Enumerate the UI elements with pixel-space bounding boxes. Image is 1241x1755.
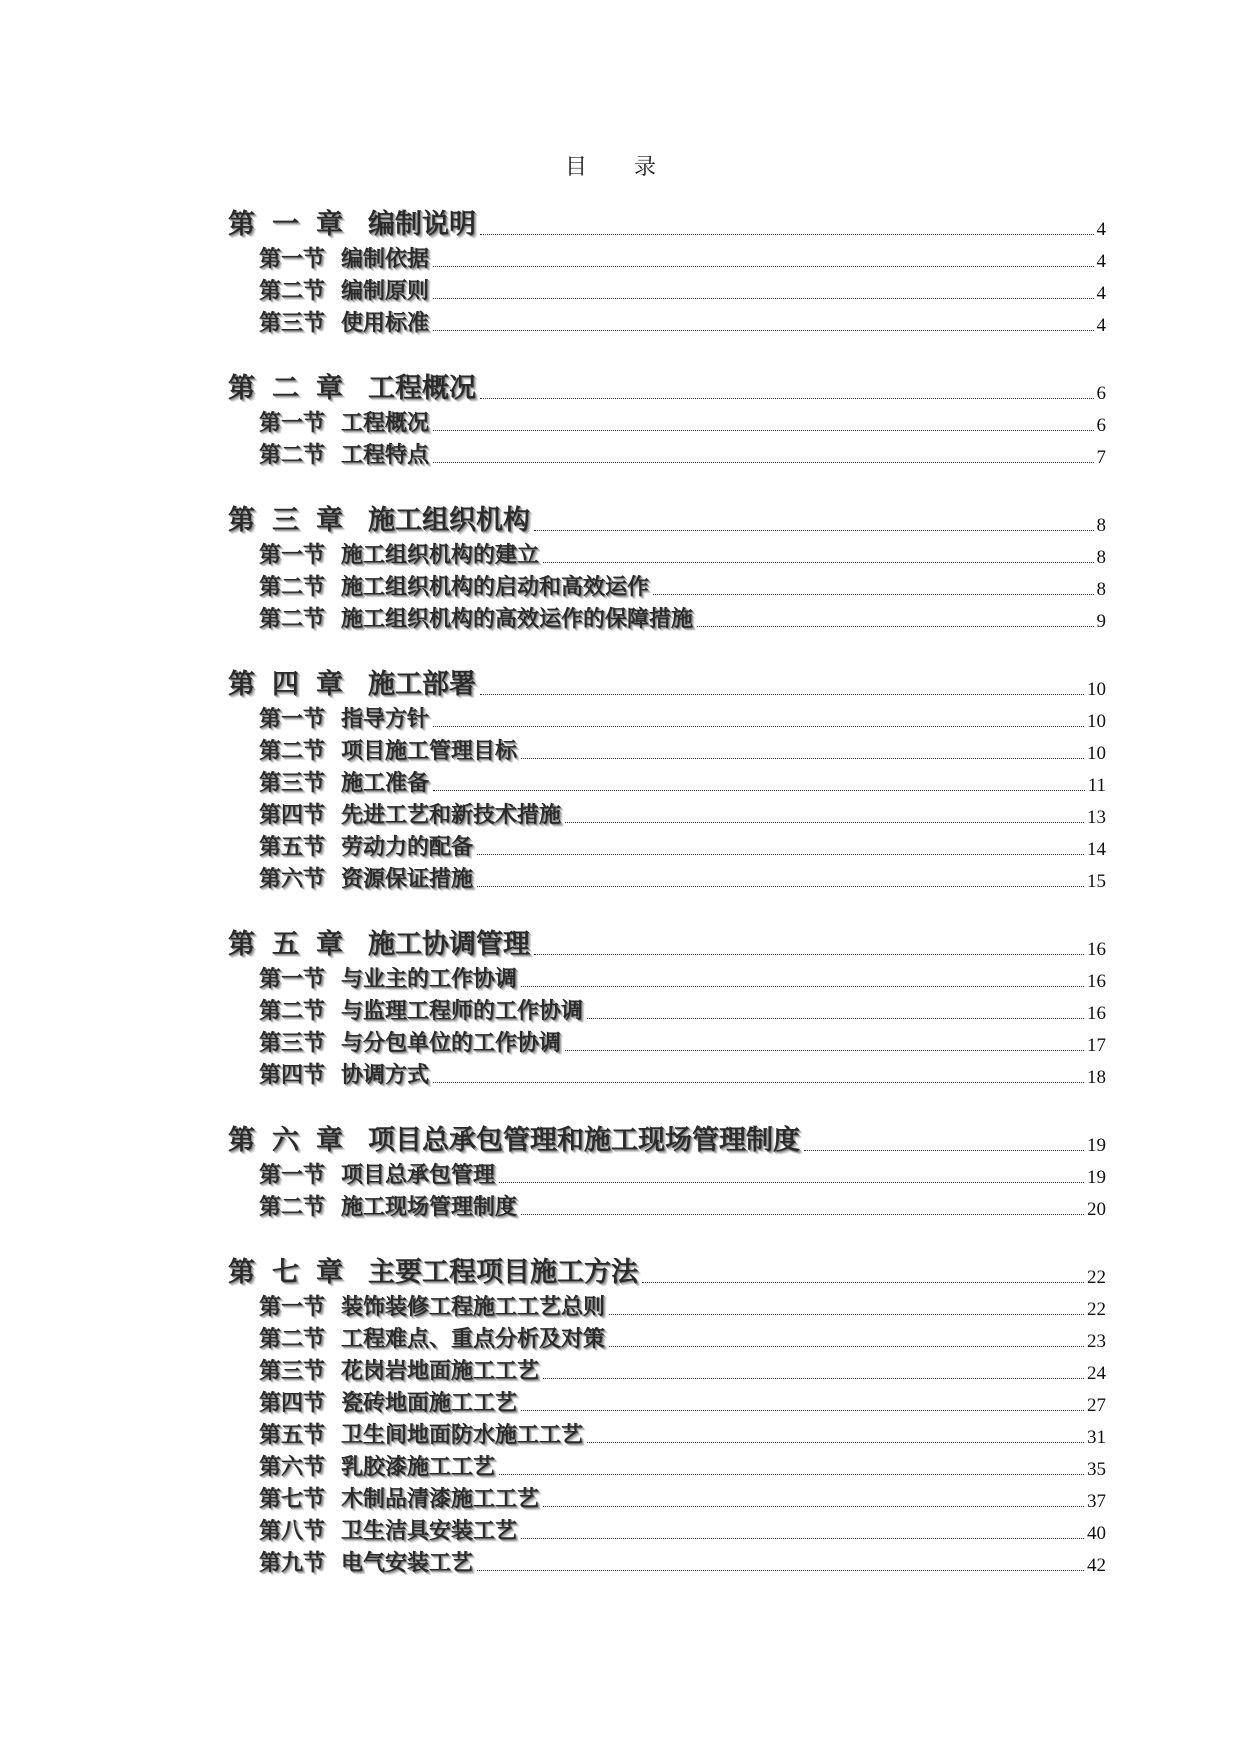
chapter-number-char: 章 <box>316 929 343 960</box>
chapter-number <box>228 662 368 701</box>
toc-chapter-entry[interactable] <box>228 193 1106 241</box>
section-title: 工程特点 <box>341 442 430 468</box>
toc-section-entry[interactable] <box>228 797 1106 829</box>
toc-chapter-entry[interactable] <box>228 357 1106 405</box>
chapter-title: 施工部署 <box>368 669 476 700</box>
section-page-number: 7 <box>1096 447 1106 468</box>
section-page-number: 9 <box>1096 611 1106 632</box>
section-number: 第一节 <box>259 706 326 732</box>
dot-leader <box>433 1082 1084 1083</box>
toc-section-entry[interactable] <box>228 273 1106 305</box>
section-number: 第二节 <box>259 1326 326 1352</box>
toc-section-entry[interactable] <box>228 241 1106 273</box>
chapter-number-char: 五 <box>272 929 299 960</box>
section-label <box>259 1026 561 1057</box>
section-label <box>259 274 429 305</box>
chapter-title: 编制说明 <box>368 209 476 240</box>
section-title: 与分包单位的工作协调 <box>341 1030 562 1056</box>
section-number: 第九节 <box>259 1550 326 1576</box>
chapter-page-number: 19 <box>1087 1135 1106 1156</box>
dot-leader <box>477 854 1084 855</box>
chapter-title: 施工协调管理 <box>368 929 530 960</box>
section-number: 第六节 <box>259 1454 326 1480</box>
dot-leader <box>480 234 1094 235</box>
chapter-page-number: 10 <box>1087 679 1106 700</box>
section-page-number: 35 <box>1087 1459 1106 1480</box>
section-page-number: 16 <box>1087 971 1106 992</box>
chapter-title: 主要工程项目施工方法 <box>368 1257 638 1288</box>
toc-section-entry[interactable] <box>228 1289 1106 1321</box>
section-title: 编制依据 <box>341 246 430 272</box>
section-title: 项目总承包管理 <box>341 1162 496 1188</box>
toc-section-entry[interactable] <box>228 305 1106 337</box>
section-label <box>259 702 429 733</box>
section-number: 第三节 <box>259 1030 326 1056</box>
toc-section-entry[interactable] <box>228 601 1106 633</box>
section-label <box>259 538 539 569</box>
section-title: 施工组织机构的高效运作的保障措施 <box>341 606 694 632</box>
section-page-number: 40 <box>1087 1523 1106 1544</box>
section-title: 装饰装修工程施工工艺总则 <box>341 1294 606 1320</box>
section-number: 第五节 <box>259 1422 326 1448</box>
section-number: 第四节 <box>259 1390 326 1416</box>
section-number: 第六节 <box>259 866 326 892</box>
chapter-number-char: 二 <box>272 373 299 404</box>
chapter-number-char: 第 <box>228 505 255 536</box>
dot-leader <box>534 530 1094 531</box>
section-page-number: 37 <box>1087 1491 1106 1512</box>
chapter-number <box>228 202 368 241</box>
section-label <box>259 962 517 993</box>
section-page-number: 16 <box>1087 1003 1106 1024</box>
section-title: 花岗岩地面施工工艺 <box>341 1358 540 1384</box>
section-number: 第一节 <box>259 542 326 568</box>
section-label <box>259 1322 605 1353</box>
chapter-title: 施工组织机构 <box>368 505 530 536</box>
dot-leader <box>521 1410 1084 1411</box>
section-label <box>259 994 583 1025</box>
toc-section-entry[interactable] <box>228 829 1106 861</box>
section-label <box>259 1482 539 1513</box>
chapter-number-char: 六 <box>272 1125 299 1156</box>
section-page-number: 11 <box>1087 775 1106 796</box>
section-number: 第一节 <box>259 246 326 272</box>
section-number: 第五节 <box>259 834 326 860</box>
dot-leader <box>642 1282 1084 1283</box>
chapter-number-char: 七 <box>272 1257 299 1288</box>
chapter-number-char: 一 <box>272 209 299 240</box>
section-label <box>259 1290 605 1321</box>
chapter-page-number: 4 <box>1096 219 1106 240</box>
toc-section-entry[interactable] <box>228 1353 1106 1385</box>
chapter-number <box>228 922 368 961</box>
section-page-number: 18 <box>1087 1067 1106 1088</box>
toc-section-entry[interactable] <box>228 1025 1106 1057</box>
dot-leader <box>534 954 1084 955</box>
section-title: 卫生间地面防水施工工艺 <box>341 1422 584 1448</box>
dot-leader <box>543 562 1093 563</box>
chapter-number-char: 第 <box>228 669 255 700</box>
section-number: 第二节 <box>259 606 326 632</box>
chapter-label <box>228 366 476 405</box>
chapter-number-char: 章 <box>316 373 343 404</box>
section-page-number: 27 <box>1087 1395 1106 1416</box>
section-title: 施工现场管理制度 <box>341 1194 518 1220</box>
chapter-number-char: 第 <box>228 1257 255 1288</box>
section-page-number: 15 <box>1087 871 1106 892</box>
section-title: 施工组织机构的建立 <box>341 542 540 568</box>
section-number: 第二节 <box>259 1194 326 1220</box>
section-number: 第二节 <box>259 442 326 468</box>
chapter-page-number: 8 <box>1096 515 1106 536</box>
chapter-page-number: 16 <box>1087 939 1106 960</box>
section-page-number: 23 <box>1087 1331 1106 1352</box>
section-number: 第一节 <box>259 966 326 992</box>
toc-section-entry[interactable] <box>228 701 1106 733</box>
toc-section-entry[interactable] <box>228 1385 1106 1417</box>
chapter-number-char: 第 <box>228 209 255 240</box>
toc-section-entry[interactable] <box>228 1189 1106 1221</box>
toc-section-entry[interactable] <box>228 961 1106 993</box>
section-page-number: 19 <box>1087 1167 1106 1188</box>
dot-leader <box>804 1150 1084 1151</box>
chapter-number-char: 第 <box>228 373 255 404</box>
chapter-page-number: 6 <box>1096 383 1106 404</box>
toc-section-entry[interactable] <box>228 1449 1106 1481</box>
dot-leader <box>433 298 1093 299</box>
section-page-number: 8 <box>1096 547 1106 568</box>
dot-leader <box>480 398 1094 399</box>
section-label <box>259 406 429 437</box>
dot-leader <box>543 1506 1084 1507</box>
toc-section-entry[interactable] <box>228 405 1106 437</box>
section-number: 第一节 <box>259 1294 326 1320</box>
section-title: 瓷砖地面施工工艺 <box>341 1390 518 1416</box>
dot-leader <box>653 594 1093 595</box>
section-page-number: 20 <box>1087 1199 1106 1220</box>
section-title: 与业主的工作协调 <box>341 966 518 992</box>
toc-section-entry[interactable] <box>228 993 1106 1025</box>
dot-leader <box>521 1214 1084 1215</box>
section-label <box>259 242 429 273</box>
toc-section-entry[interactable] <box>228 537 1106 569</box>
dot-leader <box>433 266 1093 267</box>
chapter-gap <box>228 469 1106 483</box>
section-label <box>259 830 473 861</box>
section-number: 第三节 <box>259 1358 326 1384</box>
toc-section-entry[interactable] <box>228 733 1106 765</box>
chapter-label <box>228 1250 638 1289</box>
toc-section-entry[interactable] <box>228 1481 1106 1513</box>
chapter-number-char: 章 <box>316 505 343 536</box>
section-page-number: 4 <box>1096 283 1106 304</box>
section-page-number: 10 <box>1087 743 1106 764</box>
toc-section-entry[interactable] <box>228 1545 1106 1577</box>
chapter-number-char: 第 <box>228 1125 255 1156</box>
toc-section-entry[interactable] <box>228 437 1106 469</box>
section-number: 第四节 <box>259 1062 326 1088</box>
section-page-number: 24 <box>1087 1363 1106 1384</box>
section-page-number: 42 <box>1087 1555 1106 1576</box>
section-title: 协调方式 <box>341 1062 430 1088</box>
section-page-number: 14 <box>1087 839 1106 860</box>
dot-leader <box>477 1570 1084 1571</box>
section-label <box>259 1158 495 1189</box>
chapter-title: 项目总承包管理和施工现场管理制度 <box>368 1125 800 1156</box>
section-title: 先进工艺和新技术措施 <box>341 802 562 828</box>
section-number: 第三节 <box>259 310 326 336</box>
dot-leader <box>499 1474 1084 1475</box>
chapter-label <box>228 922 530 961</box>
chapter-label <box>228 498 530 537</box>
toc-section-entry[interactable] <box>228 765 1106 797</box>
section-label <box>259 862 473 893</box>
chapter-number <box>228 1250 368 1289</box>
dot-leader <box>433 462 1093 463</box>
section-label <box>259 1546 473 1577</box>
section-number: 第四节 <box>259 802 326 828</box>
toc-chapter-entry[interactable] <box>228 913 1106 961</box>
section-number: 第一节 <box>259 410 326 436</box>
chapter-number-char: 章 <box>316 669 343 700</box>
section-label <box>259 1514 517 1545</box>
dot-leader <box>543 1378 1084 1379</box>
section-label <box>259 306 429 337</box>
section-number: 第二节 <box>259 574 326 600</box>
section-page-number: 17 <box>1087 1035 1106 1056</box>
chapter-number-char: 章 <box>316 209 343 240</box>
dot-leader <box>609 1314 1084 1315</box>
chapter-label <box>228 202 476 241</box>
section-label <box>259 1354 539 1385</box>
section-number: 第三节 <box>259 770 326 796</box>
toc-section-entry[interactable] <box>228 1417 1106 1449</box>
section-page-number: 6 <box>1096 415 1106 436</box>
section-label <box>259 438 429 469</box>
toc-section-entry[interactable] <box>228 1513 1106 1545</box>
dot-leader <box>587 1442 1084 1443</box>
chapter-number <box>228 1118 368 1157</box>
chapter-number <box>228 366 368 405</box>
section-label <box>259 602 693 633</box>
section-label <box>259 734 517 765</box>
section-page-number: 31 <box>1087 1427 1106 1448</box>
toc-chapter-entry[interactable] <box>228 489 1106 537</box>
section-number: 第七节 <box>259 1486 326 1512</box>
dot-leader <box>565 822 1084 823</box>
section-title: 工程概况 <box>341 410 430 436</box>
section-label <box>259 1190 517 1221</box>
section-title: 木制品清漆施工工艺 <box>341 1486 540 1512</box>
section-label <box>259 1386 517 1417</box>
toc-section-entry[interactable] <box>228 1321 1106 1353</box>
section-title: 编制原则 <box>341 278 430 304</box>
dot-leader <box>433 726 1084 727</box>
toc-chapter-entry[interactable] <box>228 1241 1106 1289</box>
dot-leader <box>565 1050 1084 1051</box>
page-title: 目 录 <box>565 155 676 180</box>
chapter-number-char: 三 <box>272 505 299 536</box>
chapter-number-char: 章 <box>316 1125 343 1156</box>
section-page-number: 8 <box>1096 579 1106 600</box>
toc-section-entry[interactable] <box>228 861 1106 893</box>
dot-leader <box>697 626 1093 627</box>
section-title: 使用标准 <box>341 310 430 336</box>
section-page-number: 4 <box>1096 315 1106 336</box>
chapter-number-char: 四 <box>272 669 299 700</box>
dot-leader <box>521 986 1084 987</box>
chapter-number-char: 第 <box>228 929 255 960</box>
section-title: 卫生洁具安装工艺 <box>341 1518 518 1544</box>
chapter-gap <box>228 893 1106 907</box>
section-title: 施工准备 <box>341 770 430 796</box>
section-page-number: 10 <box>1087 711 1106 732</box>
section-label <box>259 798 561 829</box>
dot-leader <box>433 330 1093 331</box>
section-title: 劳动力的配备 <box>341 834 474 860</box>
section-label <box>259 570 649 601</box>
dot-leader <box>499 1182 1084 1183</box>
section-number: 第一节 <box>259 1162 326 1188</box>
section-page-number: 22 <box>1087 1299 1106 1320</box>
toc-chapter-entry[interactable] <box>228 1109 1106 1157</box>
toc-section-entry[interactable] <box>228 569 1106 601</box>
section-title: 乳胶漆施工工艺 <box>341 1454 496 1480</box>
dot-leader <box>587 1018 1084 1019</box>
section-label <box>259 1450 495 1481</box>
section-title: 工程难点、重点分析及对策 <box>341 1326 606 1352</box>
toc-section-entry[interactable] <box>228 1057 1106 1089</box>
chapter-gap <box>228 633 1106 647</box>
section-title: 与监理工程师的工作协调 <box>341 998 584 1024</box>
dot-leader <box>609 1346 1084 1347</box>
dot-leader <box>433 790 1085 791</box>
section-number: 第二节 <box>259 738 326 764</box>
section-title: 指导方针 <box>341 706 430 732</box>
chapter-number-char: 章 <box>316 1257 343 1288</box>
section-number: 第二节 <box>259 998 326 1024</box>
section-label <box>259 766 429 797</box>
section-title: 项目施工管理目标 <box>341 738 518 764</box>
chapter-page-number: 22 <box>1087 1267 1106 1288</box>
toc-chapter-entry[interactable] <box>228 653 1106 701</box>
section-title: 电气安装工艺 <box>341 1550 474 1576</box>
section-title: 施工组织机构的启动和高效运作 <box>341 574 650 600</box>
dot-leader <box>433 430 1093 431</box>
chapter-title: 工程概况 <box>368 373 476 404</box>
section-number: 第二节 <box>259 278 326 304</box>
section-number: 第八节 <box>259 1518 326 1544</box>
section-page-number: 13 <box>1087 807 1106 828</box>
dot-leader <box>521 1538 1084 1539</box>
section-title: 资源保证措施 <box>341 866 474 892</box>
table-of-contents <box>228 193 1106 1577</box>
chapter-gap <box>228 337 1106 351</box>
chapter-label <box>228 662 476 701</box>
section-page-number: 4 <box>1096 251 1106 272</box>
chapter-gap <box>228 1221 1106 1235</box>
dot-leader <box>521 758 1084 759</box>
section-label <box>259 1058 429 1089</box>
chapter-gap <box>228 1089 1106 1103</box>
chapter-number <box>228 498 368 537</box>
dot-leader <box>480 694 1084 695</box>
chapter-label <box>228 1118 800 1157</box>
dot-leader <box>477 886 1084 887</box>
toc-section-entry[interactable] <box>228 1157 1106 1189</box>
section-label <box>259 1418 583 1449</box>
